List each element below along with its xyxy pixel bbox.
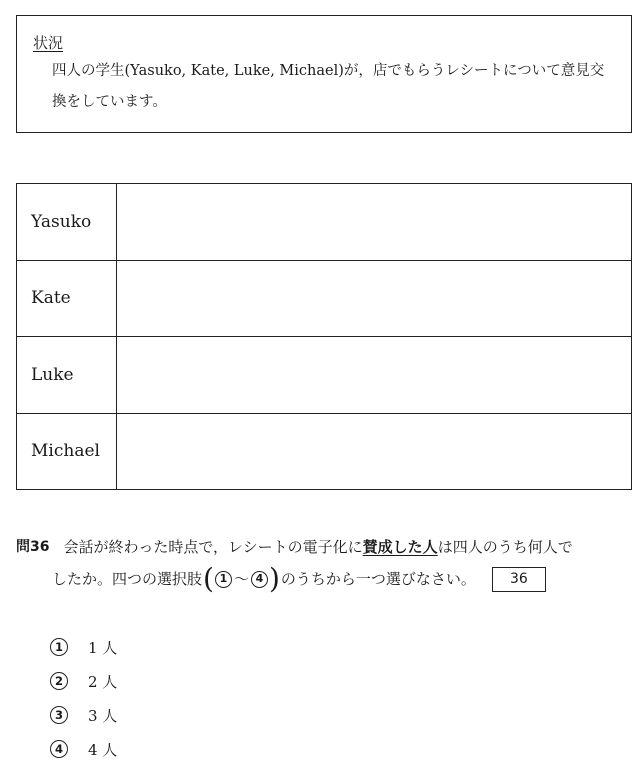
circled-number-icon: 4 bbox=[251, 571, 268, 588]
option-label: 4 人 bbox=[88, 740, 118, 759]
question-text-part1: 会話が終わった時点で，レシートの電子化に bbox=[63, 538, 363, 556]
circled-number-icon: 1 bbox=[215, 571, 232, 588]
circled-number-icon: 2 bbox=[50, 672, 68, 690]
circled-number-icon: 1 bbox=[50, 638, 68, 656]
circled-number-icon: 3 bbox=[50, 706, 68, 724]
option-1[interactable] bbox=[50, 630, 117, 664]
choice-range bbox=[202, 564, 281, 594]
student-row-michael bbox=[17, 413, 631, 490]
option-3[interactable] bbox=[50, 698, 117, 732]
options-list bbox=[50, 630, 117, 766]
option-label: 2 人 bbox=[88, 672, 118, 691]
question-text-part4: のうちから一つ選びなさい。 bbox=[280, 570, 476, 588]
student-name: Kate bbox=[17, 261, 117, 337]
option-2[interactable] bbox=[50, 664, 117, 698]
student-opinion-cell bbox=[117, 261, 631, 337]
student-row-kate bbox=[17, 260, 631, 337]
question-emphasis: 賛成した人 bbox=[362, 538, 438, 556]
answer-box[interactable]: 36 bbox=[492, 567, 546, 592]
student-name: Luke bbox=[17, 337, 117, 413]
student-row-yasuko bbox=[17, 184, 631, 260]
situation-box bbox=[16, 15, 632, 133]
range-tilde: 〜 bbox=[233, 570, 249, 588]
situation-heading: 状況 bbox=[33, 34, 64, 52]
student-name: Yasuko bbox=[17, 184, 117, 260]
student-opinion-cell bbox=[117, 337, 631, 413]
student-name: Michael bbox=[17, 414, 117, 490]
student-table bbox=[16, 183, 632, 490]
option-4[interactable] bbox=[50, 732, 117, 766]
circled-number-icon: 4 bbox=[50, 740, 68, 758]
student-row-luke bbox=[17, 336, 631, 413]
question-text-part2: は四人のうち何人で bbox=[437, 538, 573, 556]
option-label: 3 人 bbox=[88, 706, 118, 725]
question-number: 問36 bbox=[16, 539, 50, 555]
close-paren-icon: ) bbox=[268, 562, 280, 595]
situation-text: 四人の学生(Yasuko, Kate, Luke, Michael)が，店でもらうレシートについて意見交換をしています。 bbox=[52, 63, 605, 110]
question-block bbox=[16, 532, 636, 594]
student-opinion-cell bbox=[117, 184, 631, 260]
student-opinion-cell bbox=[117, 414, 631, 490]
question-line-1 bbox=[16, 532, 636, 562]
question-text-part3: したか。四つの選択肢 bbox=[52, 570, 203, 588]
option-label: 1 人 bbox=[88, 638, 118, 657]
open-paren-icon: ( bbox=[203, 562, 214, 595]
question-line-2 bbox=[16, 564, 636, 594]
